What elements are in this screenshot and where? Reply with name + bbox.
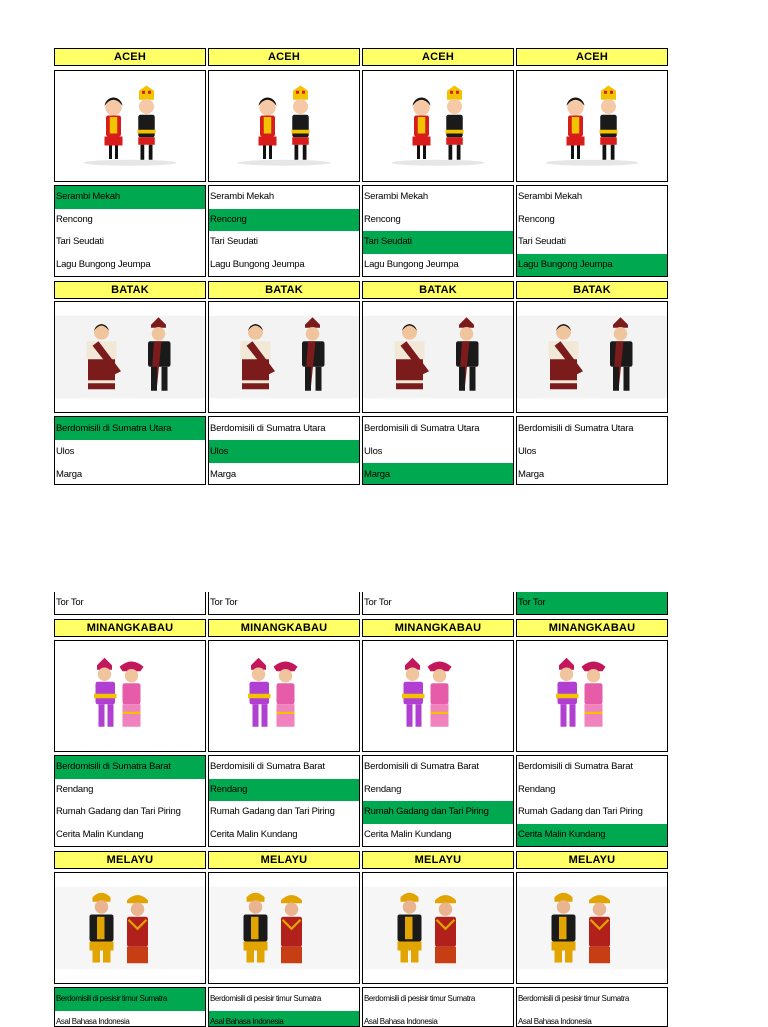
fact-item: Berdomisili di Sumatra Barat [518, 761, 633, 772]
fact-item: Marga [56, 469, 82, 480]
batak-facts-4 [516, 416, 668, 485]
fact-item: Cerita Malin Kundang [517, 824, 667, 847]
fact-item: Marga [210, 469, 236, 480]
minang-title-2: MINANGKABAU [208, 619, 360, 637]
fact-item: Ulos [518, 446, 537, 457]
fact-item: Lagu Bungong Jeumpa [364, 259, 459, 271]
minang-picture-2 [208, 640, 360, 752]
minang-facts-1 [54, 755, 206, 847]
aceh-couple-icon [55, 71, 205, 181]
aceh-couple-icon [363, 71, 513, 181]
melayu-picture-2 [208, 872, 360, 984]
aceh-title-1: ACEH [54, 48, 206, 66]
fact-item: Tor Tor [517, 592, 667, 614]
fact-item: Cerita Malin Kundang [56, 829, 144, 841]
fact-item: Berdomisili di Sumatra Utara [518, 423, 634, 434]
melayu-title-1: MELAYU [54, 851, 206, 869]
batak-couple-icon [209, 302, 359, 412]
aceh-couple-icon [517, 71, 667, 181]
batak-picture-3 [362, 301, 514, 413]
melayu-facts-2 [208, 987, 360, 1027]
melayu-picture-1 [54, 872, 206, 984]
aceh-title-2: ACEH [208, 48, 360, 66]
minang-title-1: MINANGKABAU [54, 619, 206, 637]
fact-item: Berdomisili di Sumatra Utara [210, 423, 326, 434]
melayu-couple-icon [55, 873, 205, 983]
batak-title-3: BATAK [362, 281, 514, 299]
aceh-title-3: ACEH [362, 48, 514, 66]
aceh-title-4: ACEH [516, 48, 668, 66]
aceh-facts-1 [54, 185, 206, 277]
fact-item: Asal Bahasa Indonesia [518, 1016, 592, 1026]
minang-picture-1 [54, 640, 206, 752]
fact-item: Berdomisili di pesisir timur Sumatra [210, 994, 321, 1003]
batak-facts-3 [362, 416, 514, 485]
fact-item: Rendang [209, 779, 359, 802]
fact-item: Berdomisili di Sumatra Barat [210, 761, 325, 772]
fact-item: Tari Seudati [56, 236, 104, 248]
minang-title-3: MINANGKABAU [362, 619, 514, 637]
fact-item: Asal Bahasa Indonesia [56, 1016, 130, 1026]
melayu-title-2: MELAYU [208, 851, 360, 869]
melayu-couple-icon [209, 873, 359, 983]
fact-item: Berdomisili di Sumatra Barat [55, 756, 205, 779]
fact-item: Marga [363, 463, 513, 485]
fact-item: Rumah Gadang dan Tari Piring [56, 806, 181, 818]
fact-item: Rendang [518, 783, 556, 795]
minangkabau-couple-icon [209, 641, 359, 751]
batak-picture-1 [54, 301, 206, 413]
batak-facts-cont-1 [54, 592, 206, 615]
fact-item: Lagu Bungong Jeumpa [56, 259, 151, 271]
fact-item: Tor Tor [210, 597, 238, 608]
minang-title-4: MINANGKABAU [516, 619, 668, 637]
fact-item: Berdomisili di pesisir timur Sumatra [364, 994, 475, 1003]
aceh-picture-4 [516, 70, 668, 182]
melayu-picture-4 [516, 872, 668, 984]
aceh-facts-4 [516, 185, 668, 277]
fact-item: Rendang [56, 783, 94, 795]
fact-item: Berdomisili di Sumatra Utara [364, 423, 480, 434]
fact-item: Tari Seudati [210, 236, 258, 248]
melayu-couple-icon [517, 873, 667, 983]
fact-item: Berdomisili di Sumatra Utara [55, 417, 205, 440]
batak-couple-icon [55, 302, 205, 412]
batak-title-2: BATAK [208, 281, 360, 299]
aceh-picture-1 [54, 70, 206, 182]
fact-item: Ulos [56, 446, 75, 457]
fact-item: Berdomisili di pesisir timur Sumatra [518, 994, 629, 1003]
fact-item: Cerita Malin Kundang [364, 829, 452, 841]
fact-item: Asal Bahasa Indonesia [209, 1011, 359, 1027]
aceh-picture-2 [208, 70, 360, 182]
fact-item: Lagu Bungong Jeumpa [517, 254, 667, 277]
fact-item: Rumah Gadang dan Tari Piring [210, 806, 335, 818]
batak-title-4: BATAK [516, 281, 668, 299]
batak-facts-1 [54, 416, 206, 485]
aceh-facts-3 [362, 185, 514, 277]
batak-couple-icon [363, 302, 513, 412]
fact-item: Rencong [518, 213, 555, 225]
fact-item: Rumah Gadang dan Tari Piring [363, 801, 513, 824]
fact-item: Serambi Mekah [518, 191, 582, 202]
batak-facts-cont-3 [362, 592, 514, 615]
fact-item: Ulos [209, 440, 359, 463]
melayu-couple-icon [363, 873, 513, 983]
fact-item: Berdomisili di Sumatra Barat [364, 761, 479, 772]
batak-facts-cont-2 [208, 592, 360, 615]
fact-item: Serambi Mekah [210, 191, 274, 202]
fact-item: Rumah Gadang dan Tari Piring [518, 806, 643, 818]
aceh-couple-icon [209, 71, 359, 181]
fact-item: Tari Seudati [518, 236, 566, 248]
batak-picture-2 [208, 301, 360, 413]
fact-item: Lagu Bungong Jeumpa [210, 259, 305, 271]
minangkabau-couple-icon [517, 641, 667, 751]
fact-item: Berdomisili di pesisir timur Sumatra [55, 988, 205, 1011]
fact-item: Rendang [364, 783, 402, 795]
batak-couple-icon [517, 302, 667, 412]
fact-item: Serambi Mekah [55, 186, 205, 209]
batak-picture-4 [516, 301, 668, 413]
aceh-facts-2 [208, 185, 360, 277]
batak-facts-2 [208, 416, 360, 485]
fact-item: Ulos [364, 446, 383, 457]
fact-item: Tor Tor [364, 597, 392, 608]
fact-item: Rencong [56, 213, 93, 225]
minangkabau-couple-icon [363, 641, 513, 751]
fact-item: Rencong [364, 213, 401, 225]
melayu-facts-3 [362, 987, 514, 1027]
melayu-title-3: MELAYU [362, 851, 514, 869]
fact-item: Rencong [209, 209, 359, 232]
fact-item: Marga [518, 469, 544, 480]
aceh-picture-3 [362, 70, 514, 182]
fact-item: Tor Tor [56, 597, 84, 608]
minang-facts-4 [516, 755, 668, 847]
melayu-facts-1 [54, 987, 206, 1027]
melayu-title-4: MELAYU [516, 851, 668, 869]
minang-facts-2 [208, 755, 360, 847]
melayu-facts-4 [516, 987, 668, 1027]
batak-title-1: BATAK [54, 281, 206, 299]
minangkabau-couple-icon [55, 641, 205, 751]
fact-item: Cerita Malin Kundang [210, 829, 298, 841]
fact-item: Asal Bahasa Indonesia [364, 1016, 438, 1026]
fact-item: Tari Seudati [363, 231, 513, 254]
minang-facts-3 [362, 755, 514, 847]
minang-picture-3 [362, 640, 514, 752]
minang-picture-4 [516, 640, 668, 752]
fact-item: Serambi Mekah [364, 191, 428, 202]
batak-facts-cont-4 [516, 592, 668, 615]
melayu-picture-3 [362, 872, 514, 984]
